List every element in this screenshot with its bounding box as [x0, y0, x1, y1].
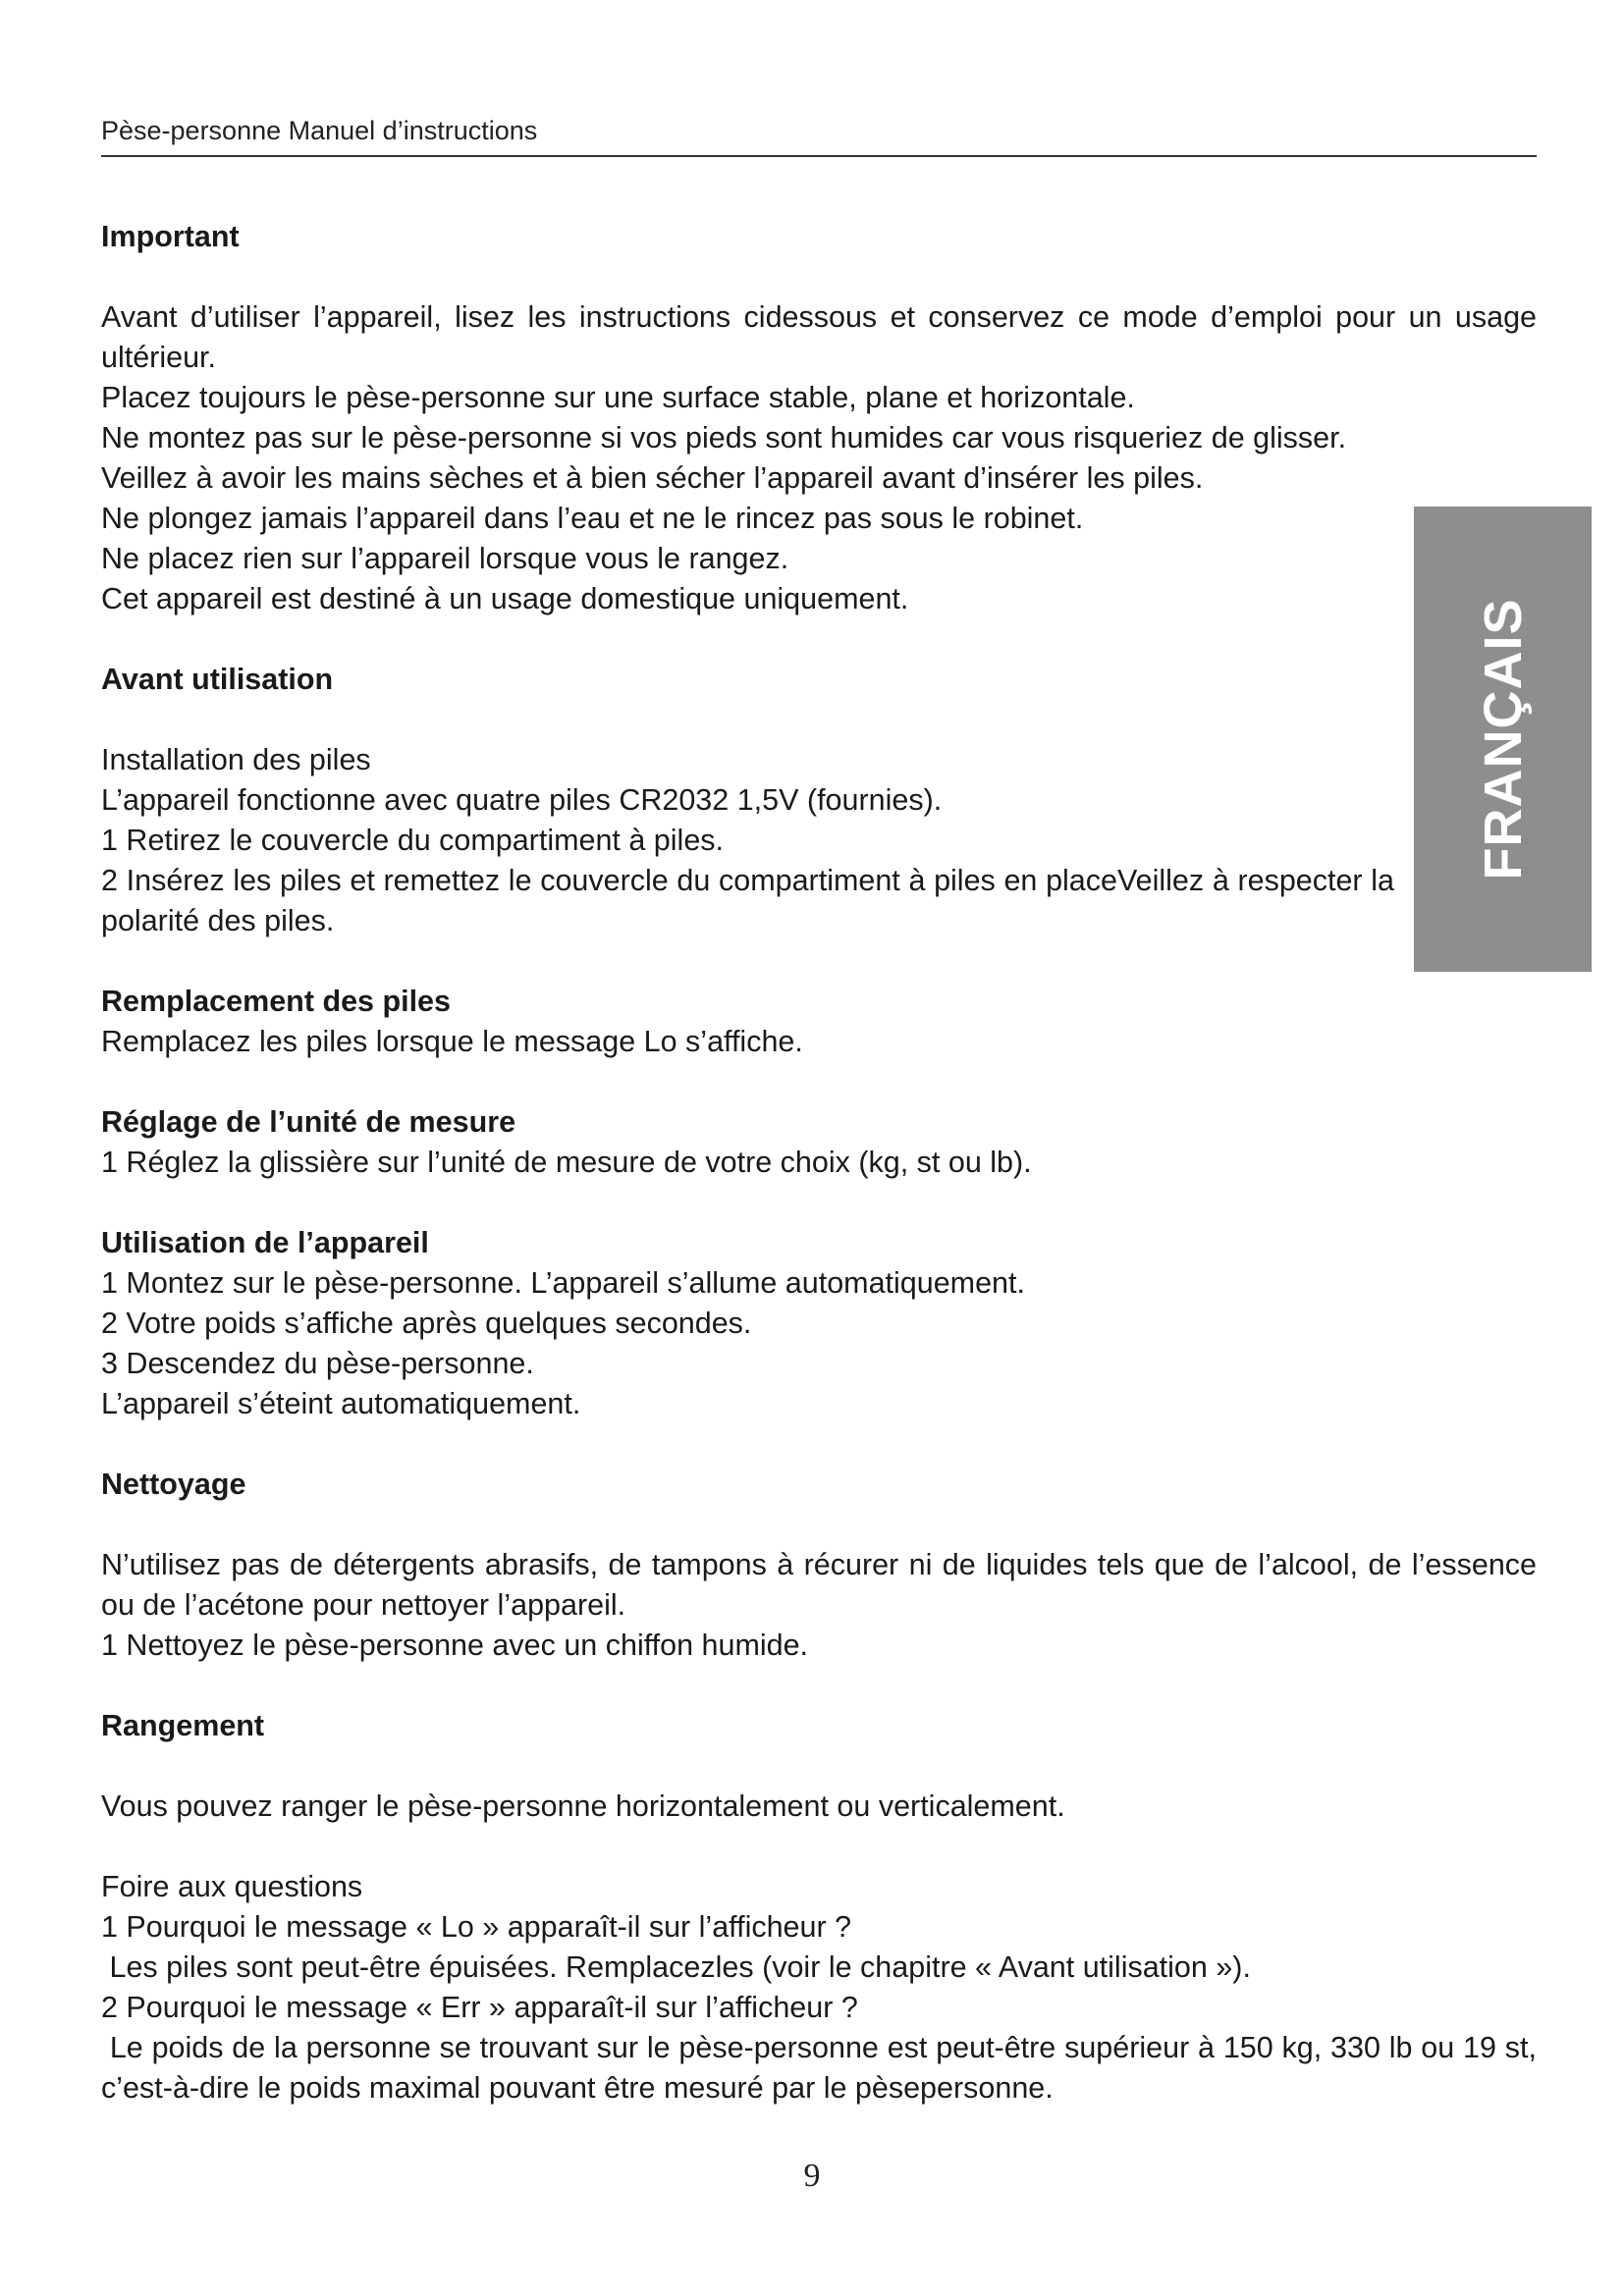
important-line: Placez toujours le pèse-personne sur une surface stable, plane et horizontale. — [101, 381, 1135, 414]
section-heading-avant-utilisation: Avant utilisation — [101, 663, 334, 696]
faq-title: Foire aux questions — [101, 1870, 363, 1903]
reglage-text: 1 Réglez la glissière sur l’unité de mesure de votre choix (kg, st ou lb). — [101, 1146, 1032, 1179]
section-heading-reglage: Réglage de l’unité de mesure — [101, 1105, 516, 1139]
utilisation-line: 1 Montez sur le pèse-personne. L’appareil s’allume automatiquement. — [101, 1266, 1025, 1300]
utilisation-line: 3 Descendez du pèse-personne. — [101, 1347, 534, 1380]
language-tab-label: FRANÇAIS — [1473, 598, 1533, 881]
section-heading-utilisation: Utilisation de l’appareil — [101, 1226, 429, 1259]
important-line: Ne montez pas sur le pèse-personne si vos pieds sont humides car vous risqueriez de glisser. — [101, 421, 1347, 454]
faq-question: 1 Pourquoi le message « Lo » apparaît-il sur l’afficheur ? — [101, 1910, 852, 1944]
important-line: Ne placez rien sur l’appareil lorsque vous le rangez. — [101, 542, 789, 575]
running-header: Pèse-personne Manuel d’instructions — [101, 116, 538, 145]
rangement-text: Vous pouvez ranger le pèse-personne horizontalement ou verticalement. — [101, 1789, 1065, 1823]
nettoyage-line: 1 Nettoyez le pèse-personne avec un chiffon humide. — [101, 1629, 809, 1662]
section-heading-important: Important — [101, 220, 240, 253]
page-number: 9 — [803, 2158, 821, 2194]
page-content — [101, 217, 1545, 2109]
header-divider — [101, 155, 1537, 157]
section-heading-rangement: Rangement — [101, 1709, 265, 1742]
important-intro: Avant d’utiliser l’appareil, lisez les instructions cidessous et conservez ce mode d’emploi pour un usage ultérieur. — [101, 300, 1537, 374]
faq-question: 2 Pourquoi le message « Err » apparaît-il sur l’afficheur ? — [101, 1991, 858, 2024]
avant-line: L’appareil fonctionne avec quatre piles CR2032 1,5V (fournies). — [101, 783, 943, 817]
important-line: Cet appareil est destiné à un usage domestique uniquement. — [101, 582, 909, 615]
nettoyage-text: N’utilisez pas de détergents abrasifs, de tampons à récurer ni de liquides tels que de l’alcool, de l’essence ou de l’acétone pour nettoyer l’appareil. — [101, 1548, 1537, 1622]
utilisation-line: 2 Votre poids s’affiche après quelques secondes. — [101, 1307, 752, 1340]
faq-answer: Le poids de la personne se trouvant sur le pèse-personne est peut-être supérieur à 150 kg, 330 lb ou 19 st, c’est-à-dire le poids maximal pouvant être mesuré par le pèsepersonne. — [101, 2031, 1545, 2105]
remplacement-text: Remplacez les piles lorsque le message Lo s’affiche. — [101, 1025, 803, 1058]
section-heading-remplacement: Remplacement des piles — [101, 985, 451, 1018]
utilisation-line: L’appareil s’éteint automatiquement. — [101, 1387, 581, 1420]
section-heading-nettoyage: Nettoyage — [101, 1468, 246, 1501]
avant-line: 1 Retirez le couvercle du compartiment à piles. — [101, 824, 725, 857]
important-line: Veillez à avoir les mains sèches et à bien sécher l’appareil avant d’insérer les piles. — [101, 461, 1204, 495]
avant-step-2: 2 Insérez les piles et remettez le couvercle du compartiment à piles en placeVeillez à respecter la polarité des piles. — [101, 864, 1394, 937]
important-line: Ne plongez jamais l’appareil dans l’eau et ne le rincez pas sous le robinet. — [101, 502, 1084, 535]
avant-line: Installation des piles — [101, 743, 371, 776]
faq-answer: Les piles sont peut-être épuisées. Remplacezles (voir le chapitre « Avant utilisation »). — [101, 1950, 1251, 1984]
